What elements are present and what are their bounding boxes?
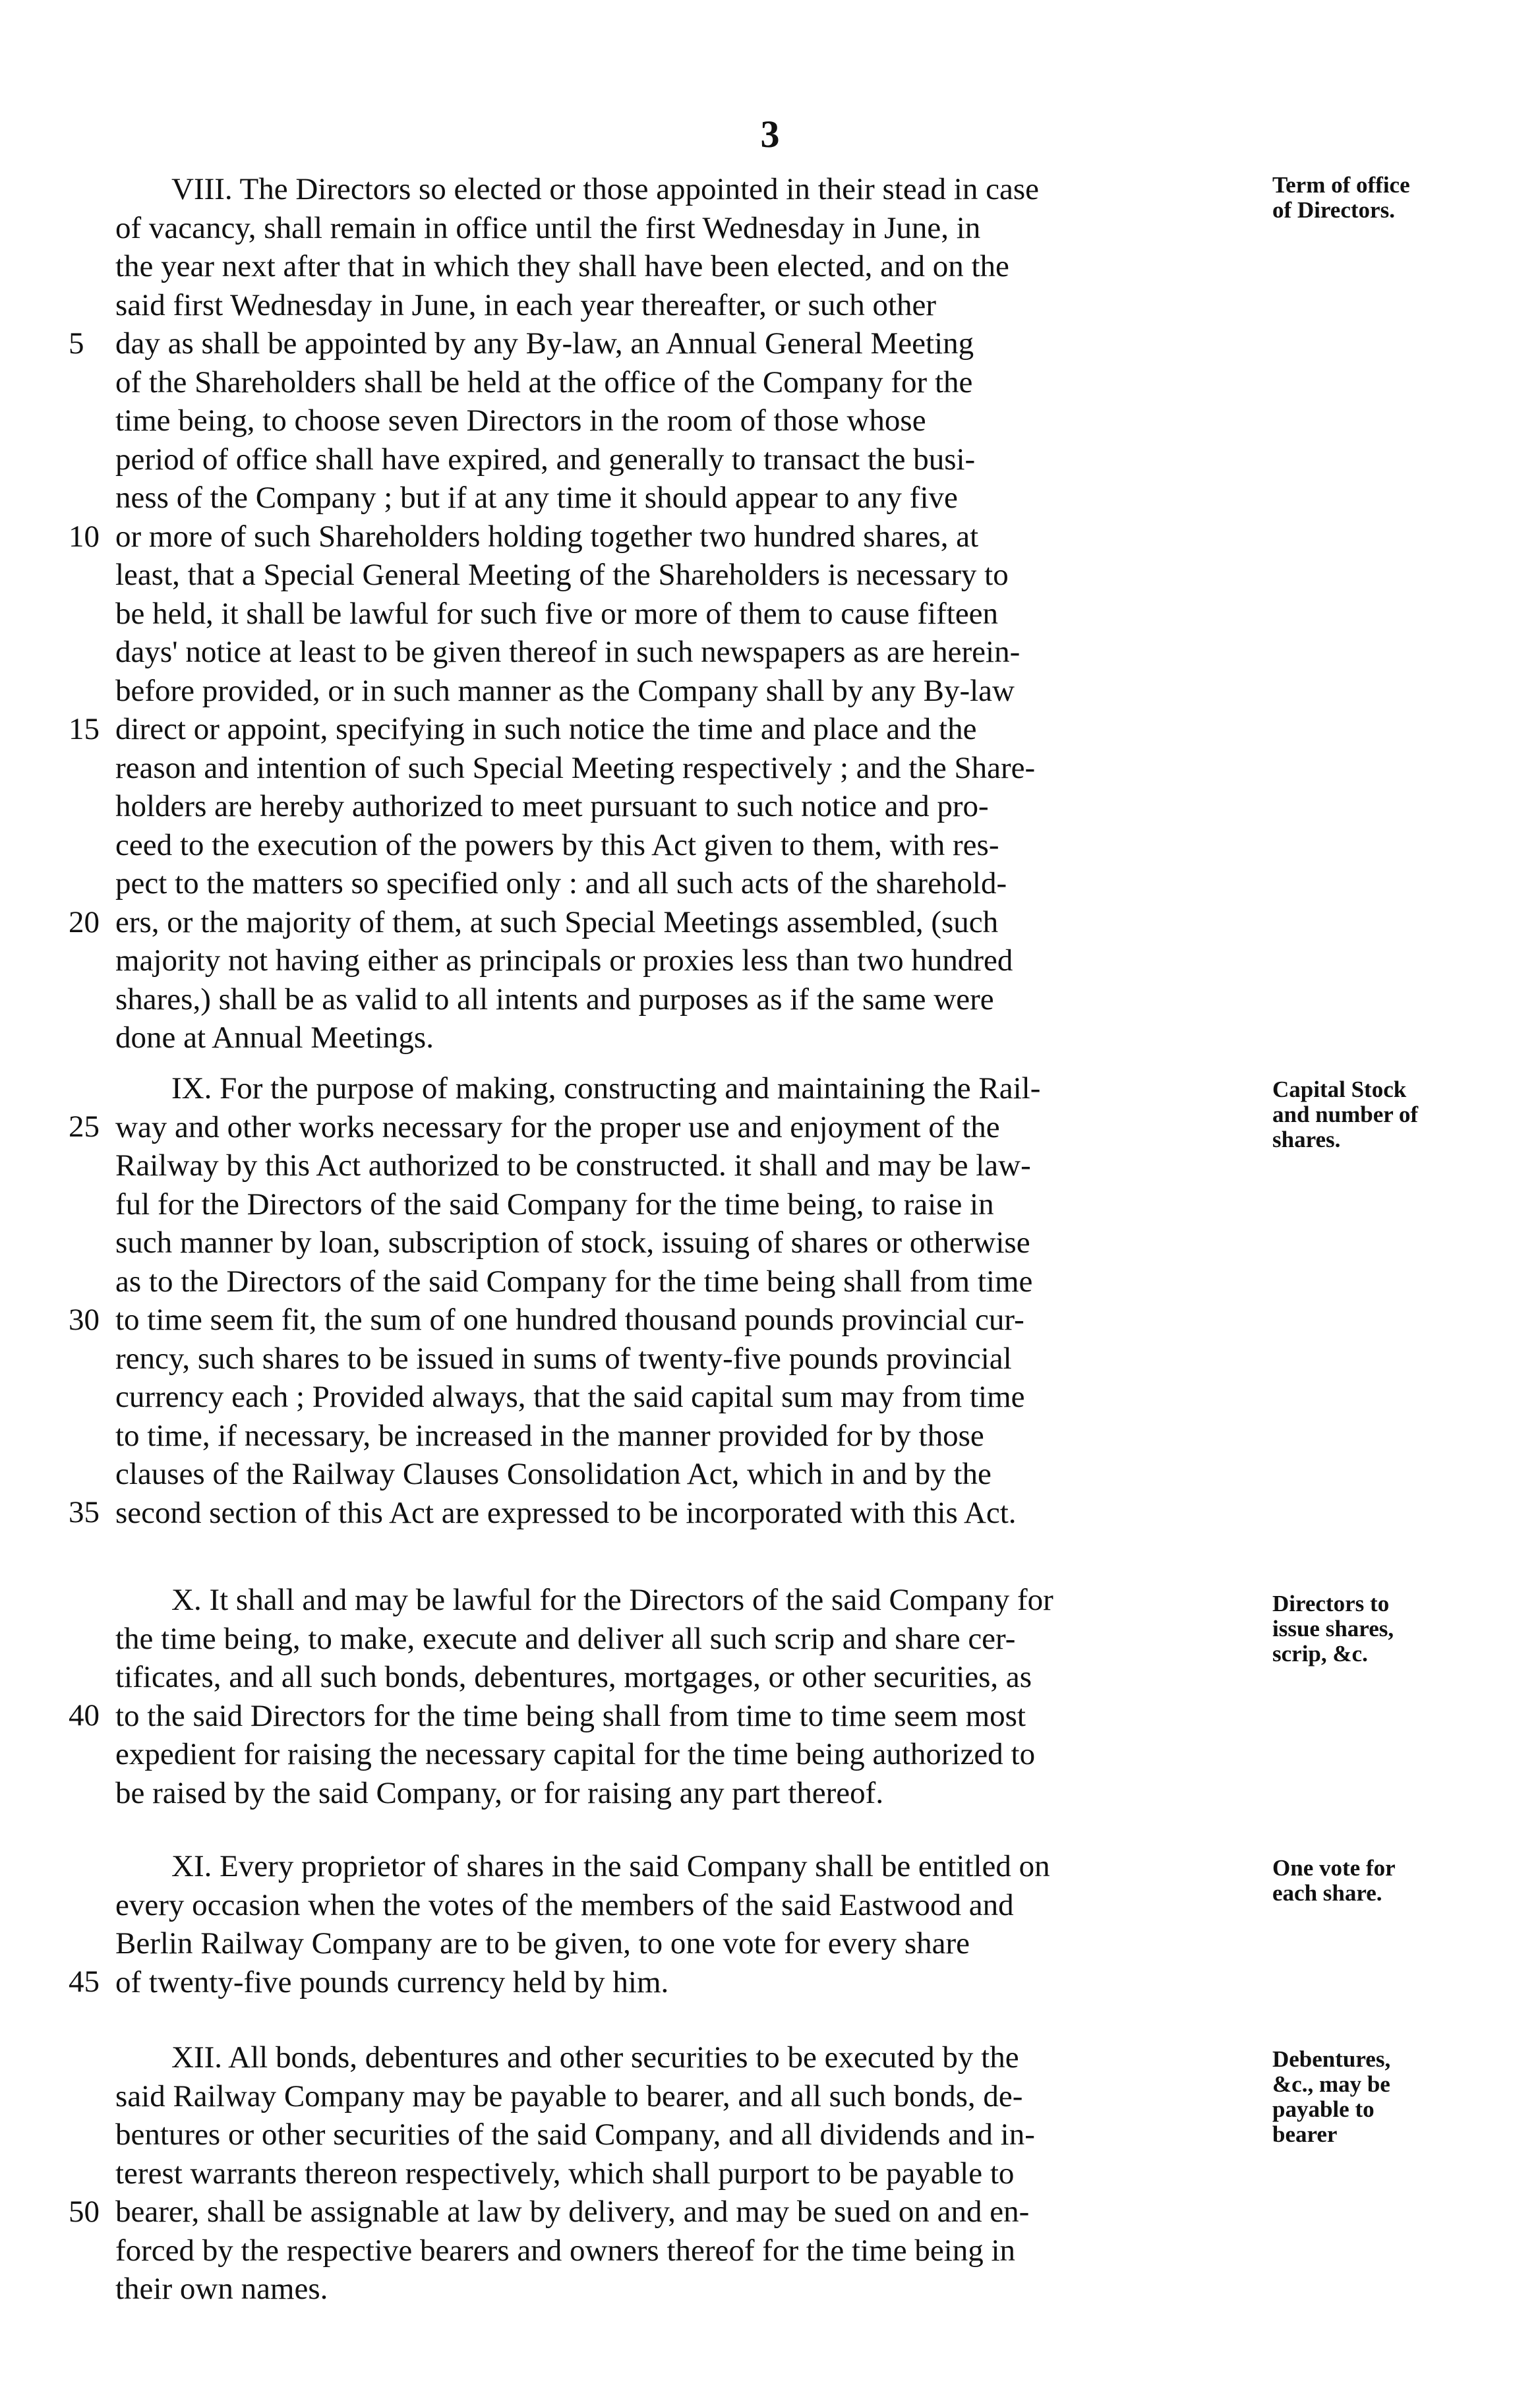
text-line: ful for the Directors of the said Company for the time being, to raise in: [115, 1187, 994, 1222]
line-number: 5: [69, 326, 84, 361]
margin-note-directors-issue-shares: Directors to issue shares, scrip, &c.: [1272, 1591, 1394, 1667]
line-number: 40: [69, 1698, 100, 1732]
text-line: direct or appoint, specifying in such notice the time and place and the: [115, 712, 977, 746]
text-line: as to the Directors of the said Company for the time being shall from time: [115, 1264, 1033, 1299]
text-line: shares,) shall be as valid to all intents and purposes as if the same were: [115, 982, 994, 1017]
text-line: reason and intention of such Special Meeting respectively ; and the Share-: [115, 750, 1036, 785]
text-line: IX. For the purpose of making, constructing and maintaining the Rail-: [171, 1071, 1041, 1106]
text-line: of the Shareholders shall be held at the office of the Company for the: [115, 365, 973, 399]
text-line: forced by the respective bearers and owners thereof for the time being in: [115, 2233, 1016, 2268]
text-line: said first Wednesday in June, in each year thereafter, or such other: [115, 287, 937, 322]
margin-note-one-vote: One vote for each share.: [1272, 1855, 1396, 1906]
text-line: be raised by the said Company, or for raising any part thereof.: [115, 1775, 884, 1810]
line-number: 50: [69, 2195, 100, 2229]
text-line: said Railway Company may be payable to bearer, and all such bonds, de-: [115, 2079, 1023, 2113]
text-line: way and other works necessary for the proper use and enjoyment of the: [115, 1109, 1000, 1144]
text-line: done at Annual Meetings.: [115, 1020, 434, 1055]
text-line: holders are hereby authorized to meet pursuant to such notice and pro-: [115, 789, 989, 823]
text-line: to time seem fit, the sum of one hundred thousand pounds provincial cur-: [115, 1303, 1024, 1337]
text-line: pect to the matters so specified only : and all such acts of the sharehold-: [115, 866, 1007, 901]
text-line: to time, if necessary, be increased in the manner provided for by those: [115, 1418, 984, 1453]
line-number: 45: [69, 1965, 100, 1999]
text-line: XI. Every proprietor of shares in the said Company shall be entitled on: [171, 1849, 1050, 1883]
margin-note-debentures: Debentures, &c., may be payable to bearer: [1272, 2046, 1391, 2147]
section-ix: [115, 1069, 1256, 1532]
text-line: clauses of the Railway Clauses Consolidation Act, which in and by the: [115, 1457, 992, 1491]
section-x: [115, 1581, 1256, 1812]
line-number: 20: [69, 905, 100, 939]
text-line: before provided, or in such manner as the Company shall by any By-law: [115, 673, 1015, 708]
text-line: XII. All bonds, debentures and other securities to be executed by the: [171, 2040, 1019, 2075]
section-xii: [115, 2038, 1256, 2309]
text-line: terest warrants thereon respectively, which shall purport to be payable to: [115, 2156, 1015, 2191]
text-line: currency each ; Provided always, that the said capital sum may from time: [115, 1380, 1025, 1414]
text-line: tificates, and all such bonds, debentures, mortgages, or other securities, as: [115, 1660, 1032, 1694]
text-line: Berlin Railway Company are to be given, to one vote for every share: [115, 1926, 970, 1961]
line-number: 25: [69, 1109, 100, 1144]
text-line: to the said Directors for the time being shall from time to time seem most: [115, 1698, 1026, 1733]
text-line: ceed to the execution of the powers by this Act given to them, with res-: [115, 827, 999, 862]
text-line: majority not having either as principals or proxies less than two hundred: [115, 943, 1013, 978]
text-line: or more of such Shareholders holding together two hundred shares, at: [115, 519, 979, 554]
section-xi: [115, 1847, 1256, 2001]
text-line: of twenty-five pounds currency held by him.: [115, 1965, 669, 1999]
text-line: the time being, to make, execute and deliver all such scrip and share cer-: [115, 1621, 1016, 1656]
text-line: ers, or the majority of them, at such Special Meetings assembled, (such: [115, 904, 999, 939]
text-line: X. It shall and may be lawful for the Directors of the said Company for: [171, 1583, 1053, 1617]
text-line: Railway by this Act authorized to be constructed. it shall and may be law-: [115, 1148, 1031, 1183]
text-line: their own names.: [115, 2272, 328, 2306]
text-line: every occasion when the votes of the members of the said Eastwood and: [115, 1887, 1014, 1922]
text-line: bentures or other securities of the said Company, and all dividends and in-: [115, 2117, 1035, 2152]
text-line: be held, it shall be lawful for such five or more of them to cause fifteen: [115, 596, 999, 631]
line-number: 15: [69, 712, 100, 746]
text-line: of vacancy, shall remain in office until the first Wednesday in June, in: [115, 210, 981, 245]
text-line: time being, to choose seven Directors in the room of those whose: [115, 403, 926, 438]
text-line: VIII. The Directors so elected or those appointed in their stead in case: [171, 172, 1039, 206]
text-line: expedient for raising the necessary capital for the time being authorized to: [115, 1737, 1036, 1771]
margin-note-term-of-office: Term of office of Directors.: [1272, 172, 1410, 223]
text-line: ness of the Company ; but if at any time it should appear to any five: [115, 481, 958, 515]
section-viii: [115, 170, 1256, 1057]
text-line: day as shall be appointed by any By-law, an Annual General Meeting: [115, 326, 974, 361]
text-line: second section of this Act are expressed to be incorporated with this Act.: [115, 1495, 1017, 1530]
line-number: 35: [69, 1495, 100, 1529]
text-line: least, that a Special General Meeting of the Shareholders is necessary to: [115, 558, 1009, 592]
text-line: rency, such shares to be issued in sums of twenty-five pounds provincial: [115, 1341, 1012, 1376]
page-number: 3: [760, 113, 780, 156]
text-line: such manner by loan, subscription of stock, issuing of shares or otherwise: [115, 1226, 1030, 1260]
text-line: bearer, shall be assignable at law by delivery, and may be sued on and en-: [115, 2195, 1030, 2229]
line-number: 30: [69, 1303, 100, 1337]
line-number: 10: [69, 519, 100, 554]
margin-note-capital-stock: Capital Stock and number of shares.: [1272, 1077, 1419, 1152]
text-line: days' notice at least to be given thereof in such newspapers as are herein-: [115, 635, 1021, 669]
text-line: period of office shall have expired, and generally to transact the busi-: [115, 442, 976, 477]
text-line: the year next after that in which they shall have been elected, and on the: [115, 249, 1009, 283]
